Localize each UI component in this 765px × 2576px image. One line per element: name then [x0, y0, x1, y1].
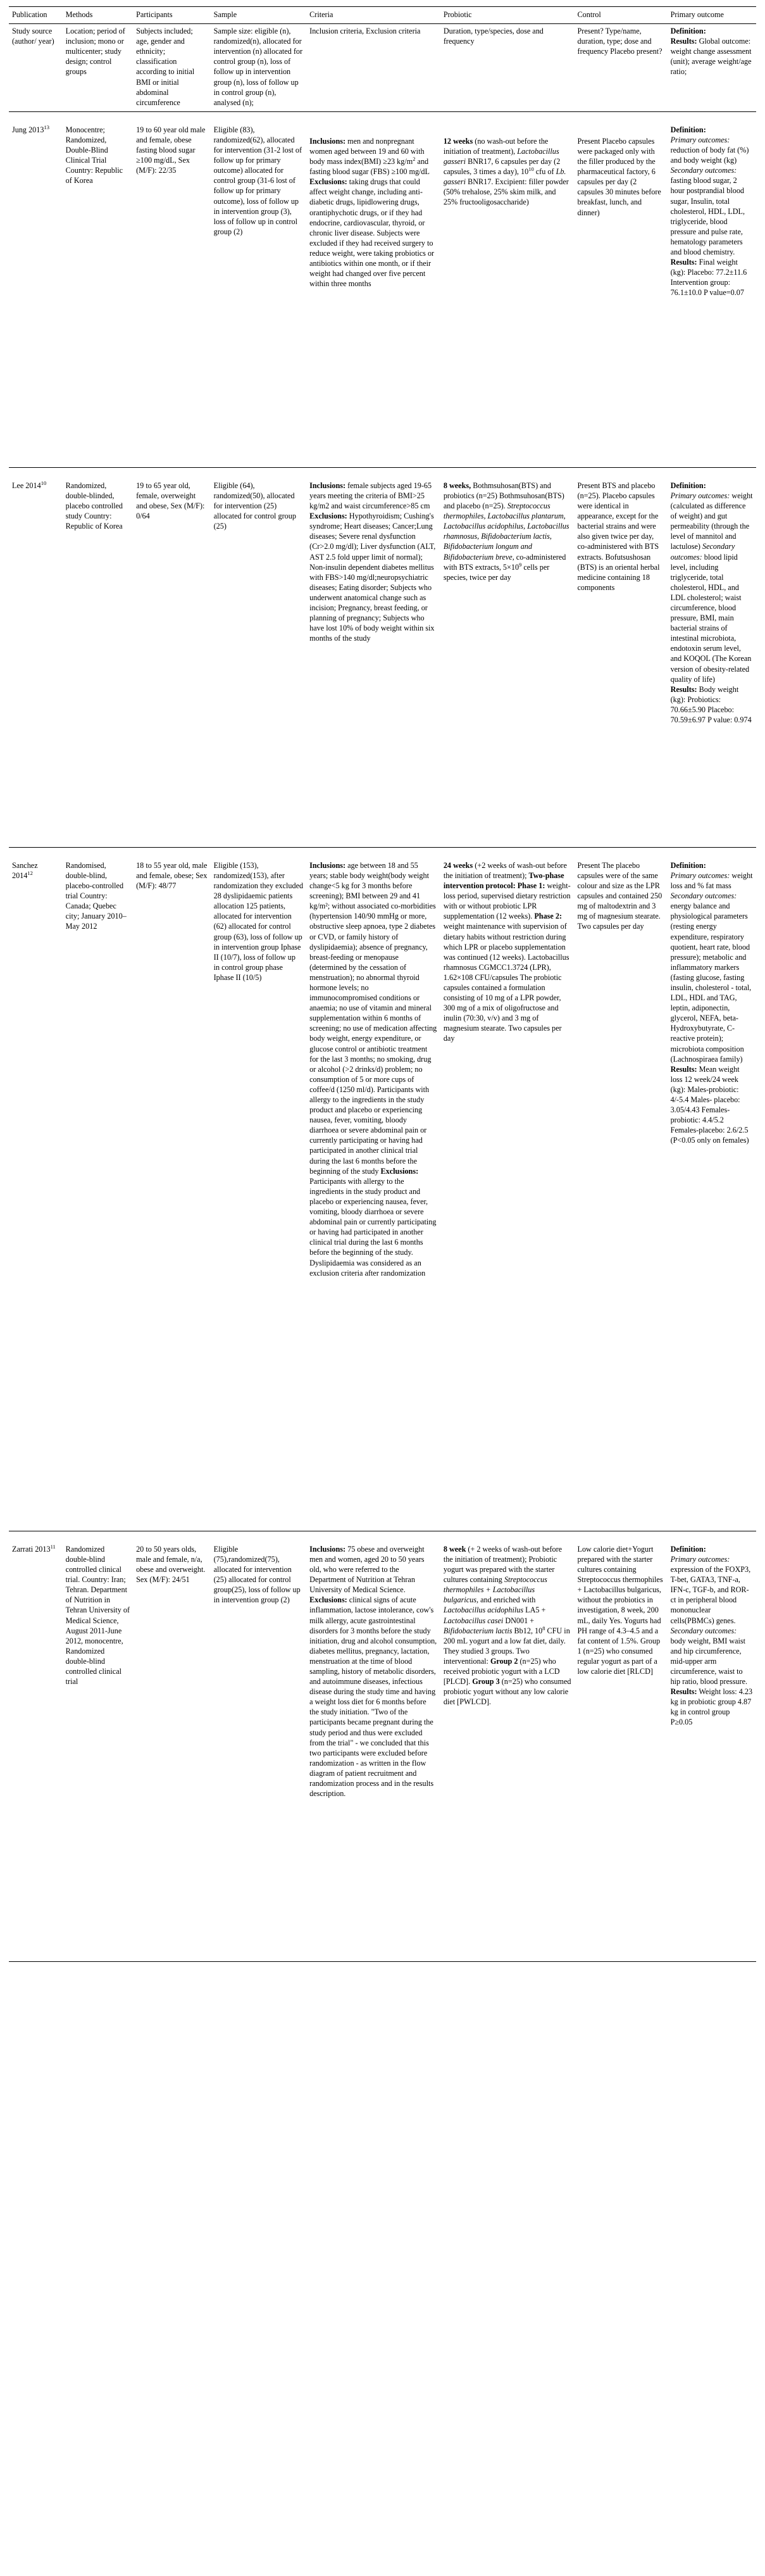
col-sample: Sample — [211, 7, 307, 24]
phase-2-text: weight maintenance with supervision of dietary habits without restriction during which LPR or placebo supplementation was continued (12 weeks). Lactobacillus rhamnosus CGMCC1.3724 (LPR), 1.62×108 CFU/capsules The probiotic capsules contained a formulation consisting of 10 mg of a LPR powder, 300 mg of a mix of oligofructose and inulin (70:30, v/v) and 3 mg of magnesium stearate. Two capsules per day — [443, 922, 569, 1043]
probiotic-text: cells per species, twice per day — [443, 562, 550, 582]
superscript: 9 — [519, 561, 522, 568]
table-row — [9, 847, 756, 1531]
col-probiotic: Probiotic — [440, 7, 575, 24]
author-year: Jung 2013 — [12, 125, 44, 134]
probiotic-cell — [440, 467, 575, 847]
inclusions-label: Inclusions: — [309, 481, 346, 490]
author-year: Sanchez 2014 — [12, 860, 38, 880]
group-2-text: (n=25) who received probiotic yogurt with a LCD [PLCD]. — [443, 1656, 560, 1687]
criteria-cell — [306, 467, 440, 847]
probiotic-text: LA5 + — [523, 1605, 546, 1615]
exclusions-label: Exclusions: — [309, 1595, 347, 1605]
probiotic-text: (no wash-out before the initiation of treatment), — [443, 136, 549, 156]
definition-label: Definition: — [670, 860, 706, 870]
definition-label: Definition: — [670, 125, 706, 134]
outcome-cell — [668, 111, 756, 467]
species-name: Streptococcus thermophiles + Lactobacillus bulgaricus, — [443, 1575, 547, 1605]
table-row — [9, 24, 756, 112]
definition-label: Definition: — [670, 27, 706, 36]
definition-label: Definition: — [670, 1544, 706, 1554]
duration: 8 week — [443, 1544, 466, 1554]
superscript: 8 — [542, 1624, 545, 1631]
phase-2-label: Phase 2: — [534, 912, 563, 921]
col-methods: Methods — [63, 7, 133, 24]
group-2-label: Group 2 — [490, 1656, 518, 1666]
col-primary-outcome: Primary outcome — [668, 7, 756, 24]
col-participants: Participants — [133, 7, 211, 24]
methods-cell: Randomised, double-blind, placebo-controlled trial Country: Canada; Quebec city; January 2010–May 2012 — [63, 847, 133, 1531]
table-row — [9, 467, 756, 847]
superscript: 10 — [528, 166, 534, 173]
inclusions-text: female subjects aged 19-65 years meeting the criteria of BMI>25 kg/m2 and waist circumference>85 cm — [309, 481, 432, 511]
study-characteristics-table — [9, 6, 756, 1962]
results-label: Results: — [670, 684, 697, 694]
phase-1-label: Two-phase intervention protocol: Phase 1: — [443, 870, 564, 891]
duration: 24 weeks — [443, 860, 473, 870]
exclusions-label: Exclusions: — [309, 177, 347, 187]
control-cell: Present The placebo capsules were of the same colour and size as the LPR capsules and contained 250 mg of maltodextrin and 3 mg of magnesium stearate. Two capsules per day — [575, 847, 668, 1531]
table-row — [9, 111, 756, 467]
participants-cell: 20 to 50 years olds, male and female, n/a, obese and overweight. Sex (M/F): 24/51 — [133, 1531, 211, 1961]
group-3-text: (n=25) who consumed probiotic yogurt without any low calorie diet [PWLCD]. — [443, 1677, 571, 1707]
secondary-outcomes-label: Secondary outcomes: — [670, 1626, 737, 1635]
methods-cell: Randomized double-blind controlled clinical trial. Country: Iran; Tehran. Department of Nutrition in Tehran University of Medical Science, August 2011-June 2012, monocentre, Randomized double-blind controlled clinical trial — [63, 1531, 133, 1961]
species-name: Lactobacillus gasseri — [443, 146, 559, 166]
reference-number: 11 — [50, 1543, 56, 1550]
col-control: Control — [575, 7, 668, 24]
outcome-cell — [668, 847, 756, 1531]
probiotic-text: Bothmsuhosan(BTS) and probiotics (n=25) Bothmsuhosan(BTS) and placebo (n=25). — [443, 481, 564, 511]
col-publication: Publication — [9, 7, 63, 24]
table-row — [9, 1531, 756, 1961]
probiotic-text: , co-administered with BTS extracts, 5×10 — [443, 552, 566, 572]
author-year: Lee 2014 — [12, 481, 41, 490]
group-3-label: Group 3 — [472, 1677, 500, 1687]
col-criteria: Criteria — [306, 7, 440, 24]
primary-outcomes-text: expression of the FOXP3, T-bet, GATA3, TNF-a, IFN-c, TGF-b, and ROR-ct in peripheral blood mononuclear cells(PBMCs) genes. — [670, 1565, 751, 1625]
inclusions-label: Inclusions: — [309, 136, 346, 146]
reference-number: 12 — [27, 869, 33, 876]
author-year: Zarrati 2013 — [12, 1544, 51, 1554]
secondary-outcomes-text: blood lipid level, including triglyceride, total cholesterol, HDL, and LDL cholesterol; waist circumference, blood pressure, BMI, main bacterial strains of intestinal microbiota, endotoxin serum level, and KOQOL (The Korean version of obesity-related quality of life) — [670, 552, 752, 684]
secondary-outcomes-label: Secondary outcomes: — [670, 542, 735, 562]
info-outcome — [668, 24, 756, 112]
superscript: 2 — [413, 155, 416, 162]
secondary-outcomes-text: energy balance and physiological parameters (resting energy expenditure, respiratory quotient, heart rate, blood pressure); metabolic and inflammatory markers (fasting glucose, fasting insulin, cholesterol - total, LDL, HDL and TAG, leptin, adiponectin, glycerol, NEFA, beta-Hydroxybutyrate, C-reactive protein); microbiota composition (Lachnospiraea family) — [670, 902, 752, 1064]
primary-outcomes-label: Primary outcomes: — [670, 491, 730, 500]
primary-outcomes-label: Primary outcomes: — [670, 1554, 730, 1564]
criteria-cell — [306, 847, 440, 1531]
participants-cell: 19 to 60 year old male and female, obese fasting blood sugar ≥100 mg/dL, Sex (M/F): 22/35 — [133, 111, 211, 467]
exclusions-label: Exclusions: — [309, 512, 347, 521]
info-control: Present? Type/name, duration, type; dose and frequency Placebo present? — [575, 24, 668, 112]
inclusions-text-tail: and fasting blood sugar (FBS) ≥100 mg/dL — [309, 157, 430, 177]
criteria-cell — [306, 1531, 440, 1961]
duration: 8 weeks, — [443, 481, 471, 490]
exclusions-text: taking drugs that could affect weight change, including anti-diabetic drugs, lipidlowering drugs, orantiphychotic drugs, or if they had endocrine, cardiovascular, thyroid, or chronic liver disease. Subjects were excluded if they had received surgery to reduce weight, were taking probiotics or antibiotics within one month, or if their weight had changed over five percent within three months — [309, 177, 435, 289]
primary-outcomes-label: Primary outcomes: — [670, 135, 730, 144]
primary-outcomes-text: weight (calculated as difference of weight) and gut permeability (through the level of mannitol and lactulose) — [670, 491, 753, 551]
exclusions-text: clinical signs of acute inflammation, lactose intolerance, cow's milk allergy, acute gastrointestinal disorders for 3 months before the study initiation, drug and alcohol consumption, diabetes mellitus, pregnancy, lactation, menstruation at the time of blood sampling, history of metabolic disorders, and autoimmune diseases, infectious disease during the study time and having a weight loss diet for 6 months before the study initiation. "Two of the participants became pregnant during the study period and thus were excluded from the trial" - we concluded that this two participants were excluded before randomization - as written in the flow diagram of patient recruitment and randomization process and in the results description. — [309, 1595, 437, 1799]
control-cell: Low calorie diet+Yogurt prepared with the starter cultures containing Streptococcus thermophiles + Lactobacillus bulgaricus, without the probiotics in investigation, 8 week, 200 mL, daily Yes. Yogurts had PH range of 4.3–4.5 and a fat content of 1.5%. Group 1 (n=25) who consumed regular yogurt as part of a low calorie diet [RLCD] — [575, 1531, 668, 1961]
inclusions-label: Inclusions: — [309, 1544, 346, 1554]
primary-outcomes-text: reduction of body fat (%) and body weight (kg) — [670, 146, 749, 165]
publication-cell — [9, 467, 63, 847]
sample-cell: Eligible (153), randomized(153), after randomization they excluded 28 dyslipidaemic patients allocation 125 patients, allocated for intervention (62) allocated for control group (63), loss of follow up in intervention group Iphase II (10/7), loss of follow up in control group phase Iphase II (10/5) — [211, 847, 307, 1531]
secondary-outcomes-text: fasting blood sugar, 2 hour postprandial blood sugar, Insulin, total cholesterol, HDL, LDL, triglyceride, blood pressure and pulse rate, hematology parameters and blood chemistry. — [670, 176, 745, 256]
criteria-cell — [306, 111, 440, 467]
species-name: Lb. gasseri — [443, 167, 566, 187]
probiotic-cell — [440, 111, 575, 467]
results-label: Results: — [670, 258, 697, 267]
secondary-outcomes-label: Secondary outcomes: — [670, 166, 737, 175]
inclusions-label: Inclusions: — [309, 860, 346, 870]
sample-cell: Eligible (64), randomized(50), allocated for intervention (25) allocated for control group (25) — [211, 467, 307, 847]
probiotic-text: CFU in 200 mL yogurt and a low fat diet, daily. They studied 3 groups. Two interventional: — [443, 1626, 570, 1666]
control-cell — [575, 111, 668, 467]
info-publication: Study source (author/ year) — [9, 24, 63, 112]
sample-cell: Eligible (75),randomized(75), allocated for intervention (25) allocated for control group(25), loss of follow up in intervention group (2) — [211, 1531, 307, 1961]
methods-cell: Monocentre; Randomized, Double-Blind Clinical Trial Country: Republic of Korea — [63, 111, 133, 467]
species-name: Lactobacillus acidophilus — [443, 1605, 524, 1615]
participants-cell: 18 to 55 year old, male and female, obese; Sex (M/F): 48/77 — [133, 847, 211, 1531]
primary-outcomes-text: weight loss and % fat mass — [670, 870, 753, 891]
probiotic-text: DN001 + — [503, 1616, 535, 1625]
info-criteria: Inclusion criteria, Exclusion criteria — [306, 24, 440, 112]
info-methods: Location; period of inclusion; mono or multicenter; study design; control groups — [63, 24, 133, 112]
secondary-outcomes-text: body weight, BMI waist and hip circumference, mid-upper arm circumference, waist to hip ratio, blood pressure. — [670, 1636, 748, 1687]
duration: 12 weeks — [443, 136, 473, 146]
info-sample: Sample size: eligible (n), randomized(n), allocated for intervention (n) allocated for control group (n), loss of follow up in intervention group (n), loss of follow up in control group (n), analysed (n); — [211, 24, 307, 112]
table-header — [9, 7, 756, 24]
secondary-outcomes-label: Secondary outcomes: — [670, 891, 737, 901]
exclusions-label: Exclusions: — [380, 1166, 419, 1176]
probiotic-text: BNR17. Excipient: filler powder (50% trehalose, 25% skim milk, and 25% fructooligosaccharide) — [443, 177, 569, 207]
species-name: Lactobacillus casei — [443, 1616, 504, 1625]
header-row — [9, 7, 756, 24]
primary-outcomes-label: Primary outcomes: — [670, 870, 730, 880]
outcome-cell — [668, 1531, 756, 1961]
reference-number: 13 — [44, 123, 49, 130]
probiotic-text: BNR17, 6 capsules per day (2 capsules, 3 times a day), 10 — [443, 157, 561, 177]
phase-1-text: weight-loss period, supervised dietary restriction with or without probiotic LPR supplementation (12 weeks). — [443, 881, 571, 921]
results-label: Results: — [670, 1687, 697, 1697]
info-participants: Subjects included; age, gender and ethnicity; classification according to initial BMI or initial abdominal circumference — [133, 24, 211, 112]
inclusions-text: 75 obese and overweight men and women, aged 20 to 50 years old, who were referred to the Department of Nutrition at Tehran University of Medical Science. — [309, 1544, 425, 1595]
outcome-cell — [668, 467, 756, 847]
probiotic-cell — [440, 1531, 575, 1961]
control-text: Present Placebo capsules were packaged only with the filler produced by the pharmaceutical factory, 6 capsules per day (2 capsules 30 minutes before breakfast, lunch, and dinner) — [577, 136, 661, 217]
results-text: Weight loss: 4.23 kg in probiotic group 4.87 kg in control group P≥0.05 — [670, 1687, 753, 1727]
publication-cell — [9, 847, 63, 1531]
inclusions-text: age between 18 and 55 years; stable body weight(body weight change<5 kg for 3 months before screening); BMI between 29 and 41 kg/m²; without associated co-morbidities (hypertension 140/90 mmHg or more, obstructive sleep apnoea, type 2 diabetes or CVD, or family history of dyslipidaemia); absence of pregnancy, breast-feeding or menopause (determined by the cessation of menstruation); no abnormal thyroid hormone levels; no immunocompromised conditions or anaemia; no use of vitamin and mineral supplementation within 6 months of screening; no use of medication affecting body weight, energy expenditure, or glucose control or antibiotic treatment for the last 3 months; no smoking, drug or alcohol (>2 drinks/d) problem; no consumption of 5 or more cups of coffee/d (1250 ml/d). Participants with allergy to the ingredients in the study product and placebo or experiencing nausea, fever, vomiting, bloody diarrhoea or severe abdominal pain or currently participating or having had participated in another clinical trial during the last 6 months before the beginning of the study — [309, 860, 437, 1176]
publication-cell — [9, 1531, 63, 1961]
methods-cell: Randomized, double-blinded, placebo controlled study Country: Republic of Korea — [63, 467, 133, 847]
results-text: Final weight (kg): Placebo: 77.2±11.6 Intervention group: 76.1±10.0 P value=0.07 — [670, 258, 747, 298]
probiotic-text: (+ 2 weeks of wash-out before the initiation of treatment); Probiotic yogurt was prepared with the starter cultures containing — [443, 1544, 563, 1585]
results-label: Results: — [670, 1064, 697, 1074]
info-probiotic: Duration, type/species, dose and frequency — [440, 24, 575, 112]
publication-cell — [9, 111, 63, 467]
exclusions-text: Participants with allergy to the ingredients in the study product and placebo or experiencing nausea, fever, vomiting, bloody diarrhoea or severe abdominal pain or currently participating or having had participated in another clinical trial during the last 6 months before the beginning of the study. Dyslipidaemia was considered as an exclusion criteria after randomization — [309, 1176, 437, 1278]
results-text: Body weight (kg): Probiotics: 70.66±5.90 Placebo: 70.59±6.97 P value: 0.974 — [670, 684, 752, 724]
probiotic-text: cfu of — [533, 167, 556, 177]
results-label: Results: — [670, 37, 697, 46]
probiotic-text: Bb12, 10 — [512, 1626, 543, 1635]
reference-number: 10 — [40, 479, 47, 486]
probiotic-text: and enriched with — [478, 1595, 536, 1605]
probiotic-cell — [440, 847, 575, 1531]
species-name: Streptococcus thermophiles, Lactobacillus plantarum, Lactobacillus acidophilus, Lactobacillus rhamnosus, Bifidobacterium lactis, Bifidobacterium longum and Bifidobacterium breve — [443, 501, 569, 562]
results-text: Mean weight loss 12 week/24 week (kg): Males-probiotic: 4/-5.4 Males- placebo: 3.05/4.43 Females-probiotic: 4.4/5.2 Females-placebo: 2.6/2.5 (P<0.05 only on females) — [670, 1064, 749, 1145]
sample-cell: Eligible (83), randomized(62), allocated for intervention (31-2 lost of follow up for primary outcome) allocated for control group (31-6 lost of follow up for primary outcome), loss of follow up in intervention group (3), loss of follow up in control group (2) — [211, 111, 307, 467]
species-name: Bifidobacterium lactis — [443, 1626, 513, 1635]
inclusions-text: men and nonpregnant women aged between 19 and 60 with body mass index(BMI) ≥23 kg/m — [309, 136, 425, 166]
probiotic-text: (+2 weeks of wash-out before the initiation of treatment); — [443, 860, 567, 880]
exclusions-text: Hypothyroidism; Cushing's syndrome; Heart diseases; Cancer;Lung diseases; Severe renal dysfunction (Cr>2.0 mg/dl); Liver dysfunction (ALT, AST 2.5 fold upper limit of normal); Non-insulin dependent diabetes mellitus with FBS>140 mg/dl;neuropsychiatric diseases; Eating disorder; Subjects who underwent anatomical change such as incision; Pregnancy, breast feeding, or planning of pregnancy; Subjects who have lost 10% of body weight within six months of the study — [309, 512, 436, 643]
global-outcome-text: Global outcome: weight change assessment (unit); average weight/age ratio; — [670, 37, 752, 77]
participants-cell: 19 to 65 year old, female, overweight and obese, Sex (M/F): 0/64 — [133, 467, 211, 847]
definition-label: Definition: — [670, 481, 706, 490]
control-cell: Present BTS and placebo (n=25). Placebo capsules were identical in appearance, except for the bacterial strains and were also given twice per day, co-administered with BTS extracts. Bofutsushosan (BTS) is an oriental herbal medicine containing 18 components — [575, 467, 668, 847]
